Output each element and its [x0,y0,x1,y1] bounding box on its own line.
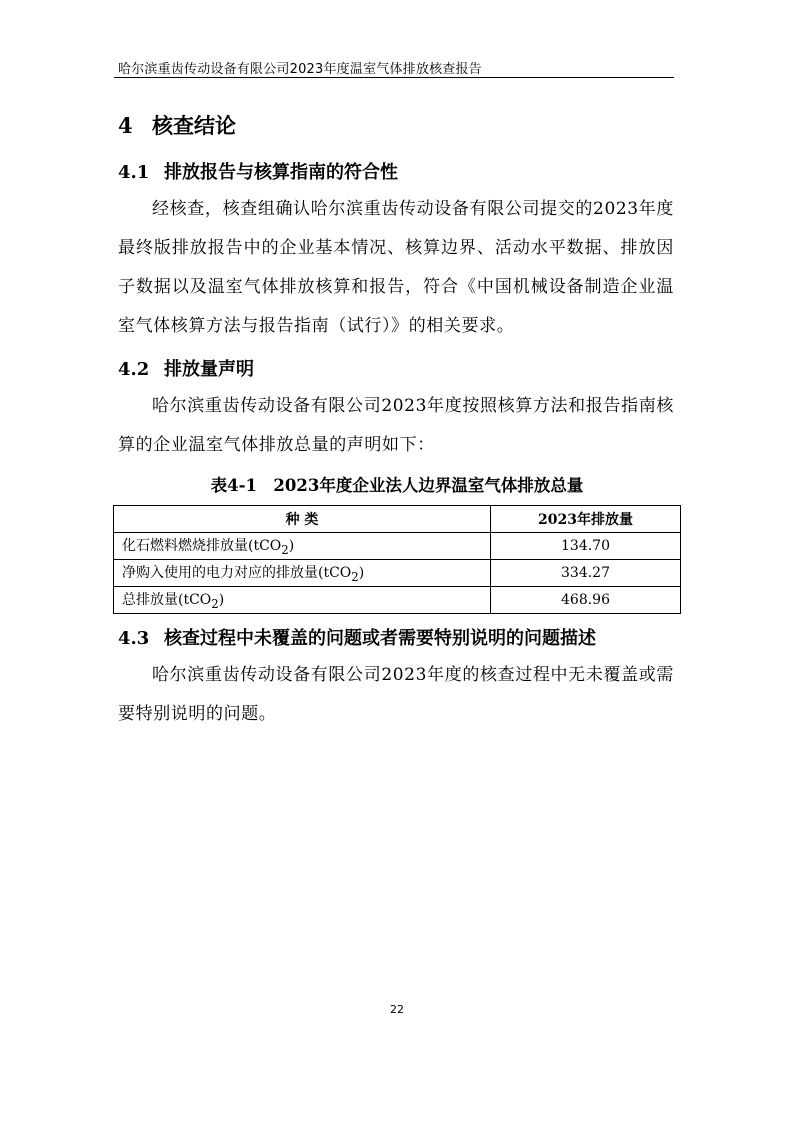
section-number: 4.3 [118,628,150,649]
emissions-table [113,505,681,614]
section-number: 4.1 [118,162,150,183]
section-number: 4.2 [118,359,150,380]
table-row [114,560,681,587]
section-4-3-paragraph: 哈尔滨重齿传动设备有限公司2023年度的核查过程中无未覆盖或需要特别说明的问题。 [118,665,674,724]
section-4-heading [118,110,236,140]
section-4-2-paragraph: 哈尔滨重齿传动设备有限公司2023年度按照核算方法和报告指南核算的企业温室气体排放总量的声明如下： [118,396,674,455]
header-emissions: 2023年排放量 [491,506,681,533]
table-row [114,587,681,614]
row-value: 334.27 [491,560,681,587]
table-row [114,533,681,560]
row-category: 化石燃料燃烧排放量(tCO$_2$) [114,533,491,560]
row-category: 总排放量(tCO$_2$) [114,587,491,614]
section-title: 核查过程中未覆盖的问题或者需要特别说明的问题描述 [164,628,596,649]
section-4-3-heading [118,624,596,650]
header-category: 种 类 [114,506,491,533]
section-4-1-paragraph: 经核查，核查组确认哈尔滨重齿传动设备有限公司提交的2023年度最终版排放报告中的企业基本情况、核算边界、活动水平数据、排放因子数据以及温室气体排放核算和报告，符合《中国机械设备制造企业温室气体核算方法与报告指南（试行）》的相关要求。 [118,199,674,336]
header-rule [114,77,674,78]
row-category: 净购入使用的电力对应的排放量(tCO$_2$) [114,560,491,587]
section-4-1-heading [118,158,398,184]
table-header-row [114,506,681,533]
section-title: 排放量声明 [164,359,254,380]
row-value: 468.96 [491,587,681,614]
section-title: 核查结论 [152,113,236,138]
row-value: 134.70 [491,533,681,560]
section-title: 排放报告与核算指南的符合性 [164,162,398,183]
section-4-2-heading [118,355,254,381]
page-number: 22 [390,1003,404,1016]
running-header: 哈尔滨重齿传动设备有限公司2023年度温室气体排放核查报告 [118,62,482,77]
section-number: 4 [118,113,133,138]
table-caption: 表4-1 2023年度企业法人边界温室气体排放总量 [210,476,584,495]
